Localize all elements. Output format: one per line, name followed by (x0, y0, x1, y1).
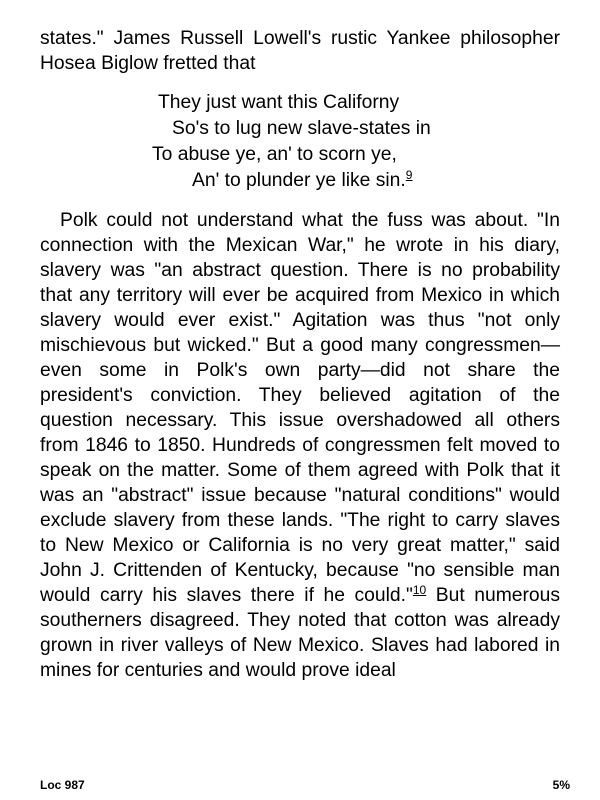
location-indicator: Loc 987 (40, 778, 85, 792)
progress-percent: 5% (552, 778, 570, 792)
poem-line: They just want this Californy (158, 92, 400, 113)
footnote-link[interactable]: 10 (412, 583, 427, 597)
body-text-continued: But numerous southerners disagreed. They noted that cotton was already grown in river valleys of New Mexico. Slaves had labored in mines for centuries and would prove ideal (40, 585, 560, 681)
body-paragraph (40, 208, 560, 683)
body-text: Polk could not understand what the fuss was about. "In connection with the Mexican War," he wrote in his diary, slavery was "an abstract question. There is no probability that any territory will ever be acquired from Mexico in which slavery would ever exist." Agitation was thus "not only mischievous but wicked." But a good many congressmen—even some in Polk's own party—did not share the president's conviction. They believed agitation of the question necessary. This issue overshadowed all others from 1846 to 1850. Hundreds of congressmen felt moved to speak on the matter. Some of them agreed with Polk that it was an "abstract" issue because "natural conditions" would exclude slavery from these lands. "The right to carry slaves to New Mexico or California is no very great matter," said John J. Crittenden of Kentucky, because "no sensible man would carry his slaves there if he could." (40, 210, 560, 606)
reader-page (40, 26, 560, 683)
reader-footer (40, 778, 570, 794)
poem-block (40, 90, 560, 194)
poem-line (40, 168, 560, 194)
opening-paragraph: states." James Russell Lowell's rustic Yankee philosopher Hosea Biglow fretted that (40, 28, 560, 74)
poem-line-text: An' to plunder ye like sin. (192, 170, 406, 191)
poem-line: To abuse ye, an' to scorn ye, (152, 144, 397, 165)
poem-line: So's to lug new slave-states in (172, 118, 431, 139)
footnote-link[interactable]: 9 (405, 168, 413, 182)
